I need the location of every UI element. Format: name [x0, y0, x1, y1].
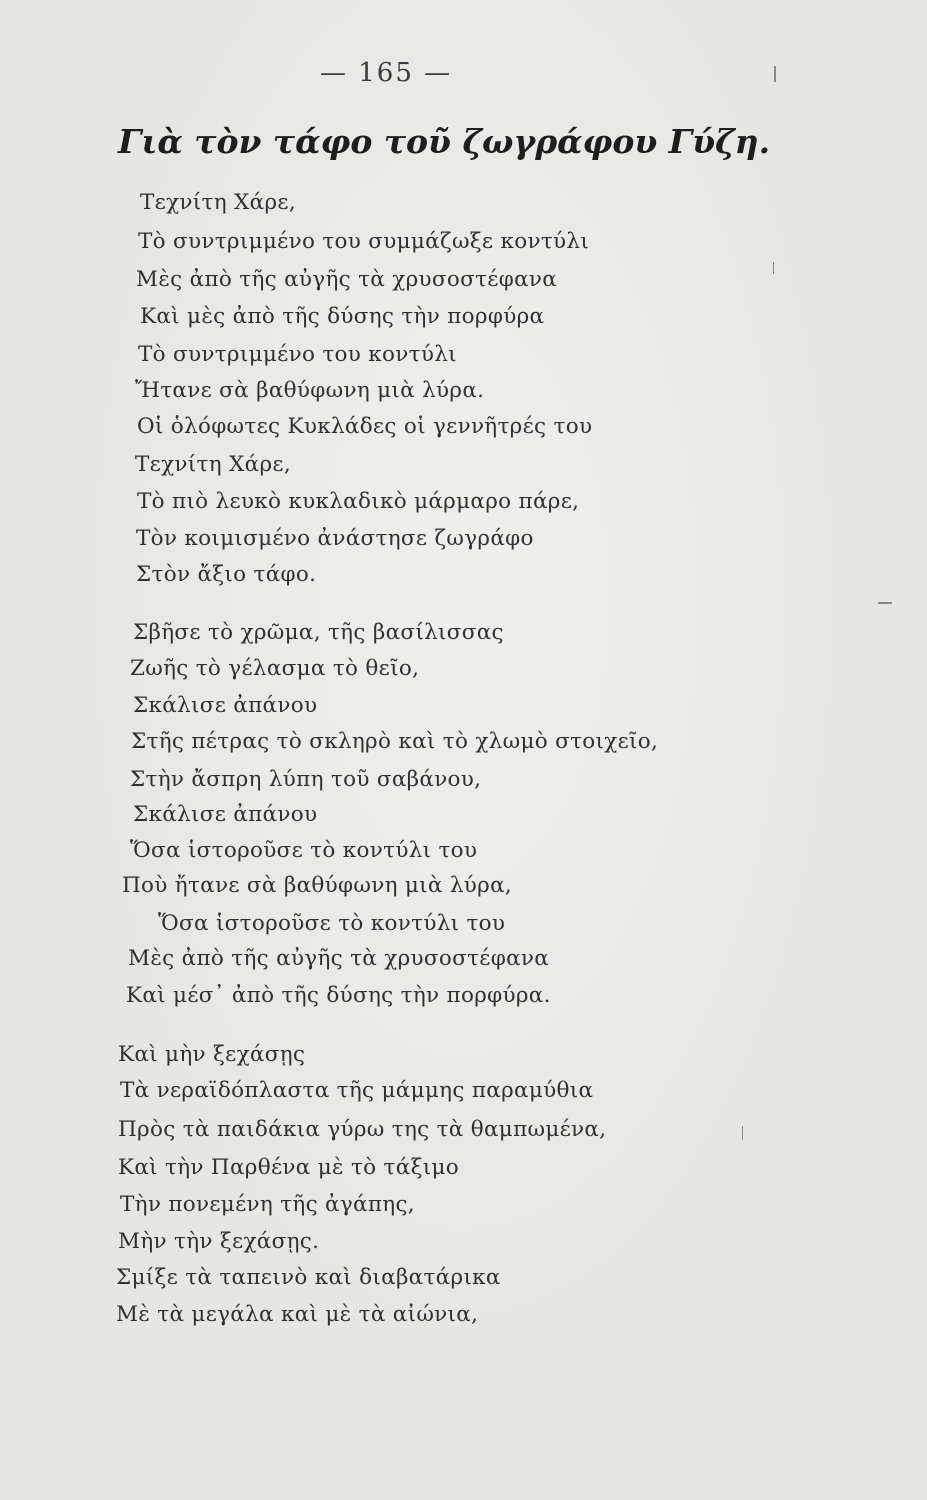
- poem-line: Τὴν πονεμένη τῆς ἀγάπης,: [120, 1192, 415, 1217]
- poem-line: Στὴν ἄσπρη λύπη τοῦ σαβάνου,: [130, 767, 482, 792]
- poem-line: Στὸν ἄξιο τάφο.: [136, 562, 317, 587]
- poem-line: Σμίξε τὰ ταπεινὸ καὶ διαβατάρικα: [116, 1265, 501, 1290]
- poem-line: Τὸ συντριμμένο του συμμάζωξε κοντύλι: [138, 229, 590, 254]
- poem-line: Καὶ μὴν ξεχάσῃς: [118, 1042, 306, 1067]
- poem-line: Τὸν κοιμισμένο ἀνάστησε ζωγράφο: [136, 526, 534, 551]
- poem-line: Ὅσα ἱστοροῦσε τὸ κοντύλι του: [130, 838, 478, 863]
- poem-line: Οἱ ὁλόφωτες Κυκλάδες οἱ γεννῆτρές του: [137, 414, 593, 439]
- poem-line: Μὲς ἀπὸ τῆς αὐγῆς τὰ χρυσοστέφανα: [128, 946, 550, 971]
- poem-line: Καὶ τὴν Παρθένα μὲ τὸ τάξιμο: [118, 1155, 459, 1180]
- poem-line: Καὶ μέσ᾽ ἀπὸ τῆς δύσης τὴν πορφύρα.: [126, 983, 551, 1008]
- poem-line: Τεχνίτη Χάρε,: [135, 452, 291, 477]
- poem-title: Γιὰ τὸν τάφο τοῦ ζωγράφου Γύζη.: [118, 122, 771, 161]
- scan-speck: [878, 602, 892, 604]
- page-number: — 165 —: [320, 58, 453, 88]
- poem-line: Καὶ μὲς ἀπὸ τῆς δύσης τὴν πορφύρα: [140, 304, 545, 329]
- poem-line: Σβῆσε τὸ χρῶμα, τῆς βασίλισσας: [133, 620, 504, 645]
- poem-line: Τὸ πιὸ λευκὸ κυκλαδικὸ μάρμαρο πάρε,: [137, 489, 580, 514]
- scan-speck: [774, 66, 776, 82]
- poem-line: Σκάλισε ἀπάνου: [133, 693, 318, 718]
- poem-line: Ὅσα ἱστοροῦσε τὸ κοντύλι του: [158, 911, 506, 936]
- scan-speck: [773, 262, 774, 274]
- poem-line: Πρὸς τὰ παιδάκια γύρω της τὰ θαμπωμένα,: [118, 1117, 607, 1142]
- poem-line: Στῆς πέτρας τὸ σκληρὸ καὶ τὸ χλωμὸ στοιχεῖο,: [131, 729, 659, 754]
- poem-line: Ποὺ ἤτανε σὰ βαθύφωνη μιὰ λύρα,: [122, 873, 513, 898]
- poem-line: Σκάλισε ἀπάνου: [133, 802, 318, 827]
- poem-line: Τὸ συντριμμένο του κοντύλι: [138, 342, 457, 367]
- scan-speck: [742, 1126, 743, 1140]
- poem-line: Μὲ τὰ μεγάλα καὶ μὲ τὰ αἰώνια,: [116, 1302, 479, 1327]
- poem-line: Τεχνίτη Χάρε,: [140, 190, 296, 215]
- poem-line: Μὲς ἀπὸ τῆς αὐγῆς τὰ χρυσοστέφανα: [136, 267, 558, 292]
- poem-line: Τὰ νεραϊδόπλαστα τῆς μάμμης παραμύθια: [120, 1078, 594, 1103]
- poem-line: Μὴν τὴν ξεχάσῃς.: [118, 1229, 320, 1254]
- poem-line: Ζωῆς τὸ γέλασμα τὸ θεῖο,: [130, 656, 420, 681]
- poem-line: Ἤτανε σὰ βαθύφωνη μιὰ λύρα.: [135, 378, 485, 403]
